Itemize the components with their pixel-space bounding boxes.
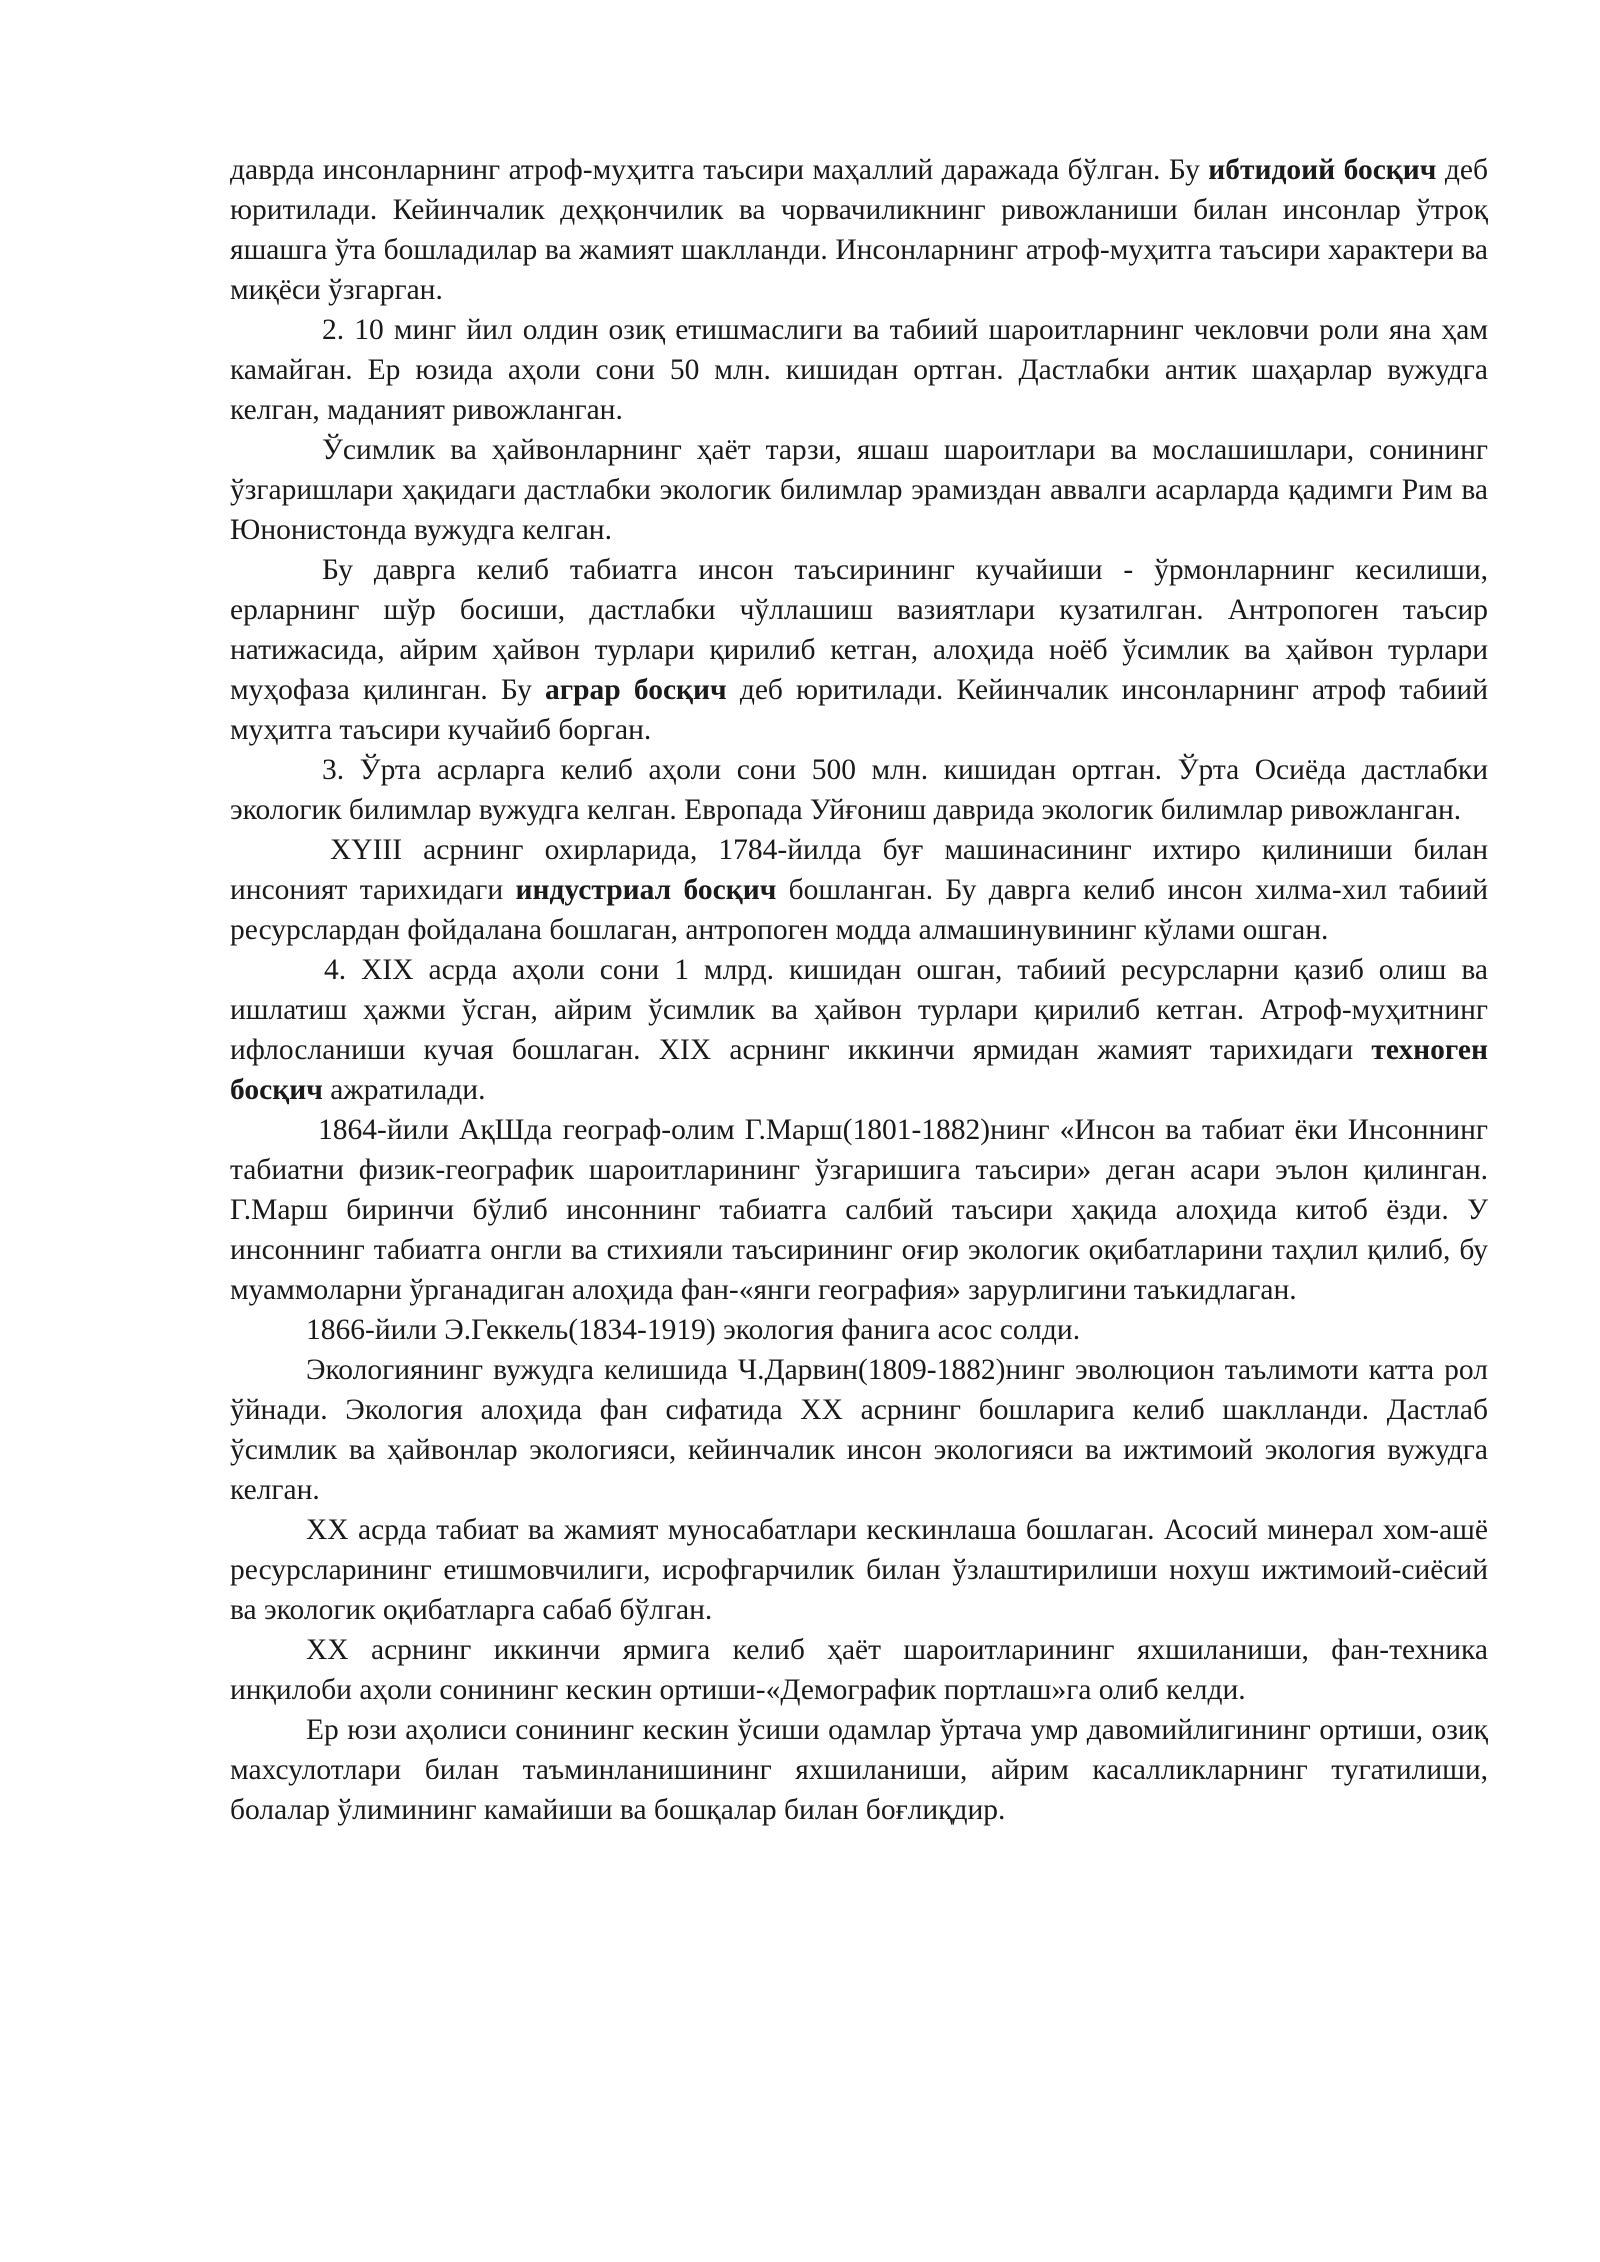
document-body [230, 150, 1488, 1830]
paragraph [230, 310, 1488, 430]
paragraph [230, 1630, 1488, 1710]
text-run: 1864-йили АқШда географ-олим Г.Марш(1801-1882)нинг «Инсон ва табиат ёки Инсоннинг табиатни физик-географик шароитларининг ўзгаришига таъсири» деган асари эълон қилинган. Г.Марш биринчи бўлиб инсоннинг табиатга салбий таъсири ҳақида алоҳида китоб ёзди. У инсоннинг табиатга онгли ва стихияли таъсирининг оғир экологик оқибатларини таҳлил қилиб, бу муаммоларни ўрганадиган алоҳида фан-«янги география» зарурлигини таъкидлаган. [230, 1114, 1488, 1306]
text-run: бошланган. Бу даврга келиб инсон хилма-хил табиий ресурслардан фойдалана бошлаган, антропоген модда алмашинувининг кўлами ошган. [230, 874, 1488, 946]
text-run: 3. Ўрта асрларга келиб аҳоли сони 500 млн. кишидан ортган. Ўрта Осиёда дастлабки экологик билимлар вужудга келган. Европада Уйғониш даврида экологик билимлар ривожланган. [230, 754, 1488, 826]
text-run: 2. 10 минг йил олдин озиқ етишмаслиги ва табиий шароитларнинг чекловчи роли яна ҳам камайган. Ер юзида аҳоли сони 50 млн. кишидан ортган. Дастлабки антик шаҳарлар вужудга келган, маданият ривожланган. [230, 314, 1488, 426]
text-run: Ер юзи аҳолиси сонининг кескин ўсиши одамлар ўртача умр давомийлигининг ортиши, озиқ махсулотлари билан таъминланишининг яхшиланиши, айрим касалликларнинг тугатилиши, болалар ўлимининг камайиши ва бошқалар билан боғлиқдир. [230, 1714, 1488, 1826]
text-run: деб юритилади. Кейинчалик инсонларнинг атроф табиий муҳитга таъсири кучайиб борган. [230, 674, 1488, 746]
bold-term: техноген босқич [230, 1034, 1488, 1106]
paragraph [230, 830, 1488, 950]
text-run: даврда инсонларнинг атроф-муҳитга таъсири маҳаллий даражада бўлган. Бу [230, 154, 1209, 186]
text-run: Экологиянинг вужудга келишида Ч.Дарвин(1809-1882)нинг эволюцион таълимоти катта рол ўйнади. Экология алоҳида фан сифатида XX асрнинг бошларига келиб шаклланди. Дастлаб ўсимлик ва ҳайвонлар экологияси, кейинчалик инсон экологияси ва ижтимоий экология вужудга келган. [230, 1354, 1488, 1506]
bold-term: индустриал босқич [515, 874, 777, 906]
bold-term: ибтидоий босқич [1208, 154, 1437, 186]
text-run: XX асрда табиат ва жамият муносабатлари кескинлаша бошлаган. Асосий минерал хом-ашё ресурсларининг етишмовчилиги, исрофгарчилик билан ўзлаштирилиши нохуш ижтимоий-сиёсий ва экологик оқибатларга сабаб бўлган. [230, 1514, 1488, 1626]
bold-term: аграр босқич [545, 674, 727, 706]
text-run: ажратилади. [322, 1074, 486, 1106]
text-run: Бу даврга келиб табиатга инсон таъсирининг кучайиши - ўрмонларнинг кесилиши, ерларнинг шўр босиши, дастлабки чўллашиш вазиятлари кузатилган. Антропоген таъсир натижасида, айрим ҳайвон турлари қирилиб кетган, алоҳида ноёб ўсимлик ва ҳайвон турлари муҳофаза қилинган. Бу [230, 554, 1488, 706]
text-run: 1866-йили Э.Геккель(1834-1919) экология фанига асос солди. [306, 1314, 1081, 1346]
text-run: деб юритилади. Кейинчалик деҳқончилик ва чорвачиликнинг ривожланиши билан инсонлар ўтроқ яшашга ўта бошладилар ва жамият шаклланди. Инсонларнинг атроф-муҳитга таъсири характери ва миқёси ўзгарган. [230, 154, 1488, 306]
paragraph [230, 1350, 1488, 1510]
text-run: XYIII асрнинг охирларида, 1784-йилда буғ машинасининг ихтиро қилиниши билан инсоният тарихидаги [230, 834, 1488, 906]
paragraph [230, 550, 1488, 750]
paragraph [230, 1110, 1488, 1310]
paragraph [230, 1710, 1488, 1830]
text-run: Ўсимлик ва ҳайвонларнинг ҳаёт тарзи, яшаш шароитлари ва мослашишлари, сонининг ўзгаришлари ҳақидаги дастлабки экологик билимлар эрамиздан аввалги асарларда қадимги Рим ва Юнонистонда вужудга келган. [230, 434, 1488, 546]
paragraph [230, 430, 1488, 550]
text-run: XX асрнинг иккинчи ярмига келиб ҳаёт шароитларининг яхшиланиши, фан-техника инқилоби аҳоли сонининг кескин ортиши-«Демографик портлаш»га олиб келди. [230, 1634, 1488, 1706]
paragraph [230, 1510, 1488, 1630]
paragraph [230, 750, 1488, 830]
paragraph [230, 150, 1488, 310]
text-run: 4. XIX асрда аҳоли сони 1 млрд. кишидан ошган, табиий ресурсларни қазиб олиш ва ишлатиш ҳажми ўсган, айрим ўсимлик ва ҳайвон турлари қирилиб кетган. Атроф-муҳитнинг ифлосланиши кучая бошлаган. XIX асрнинг иккинчи ярмидан жамият тарихидаги [230, 954, 1488, 1066]
paragraph [230, 950, 1488, 1110]
paragraph [230, 1310, 1488, 1350]
